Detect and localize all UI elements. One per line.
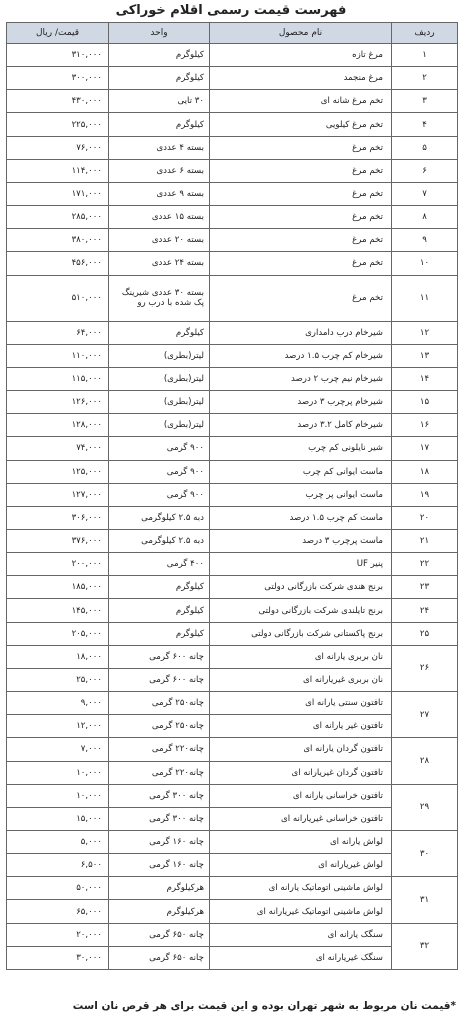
row-number: ۲۹ bbox=[392, 784, 458, 830]
row-number: ۵ bbox=[392, 136, 458, 159]
row-number: ۲۱ bbox=[392, 529, 458, 552]
row-number: ۱۹ bbox=[392, 483, 458, 506]
row-number: ۲۶ bbox=[392, 645, 458, 691]
product-name: تافتون غیر یارانه ای bbox=[210, 715, 392, 738]
price: ۳۰۶,۰۰۰ bbox=[7, 506, 109, 529]
row-number: ۱۱ bbox=[392, 275, 458, 321]
product-name: ماست کم چرب ۱.۵ درصد bbox=[210, 506, 392, 529]
table-row bbox=[7, 321, 458, 344]
page-title: فهرست قیمت رسمی اقلام خوراکی bbox=[115, 3, 347, 18]
price: ۱۸,۰۰۰ bbox=[7, 645, 109, 668]
table-row bbox=[7, 90, 458, 113]
row-number: ۱۶ bbox=[392, 414, 458, 437]
unit: کیلوگرم bbox=[109, 599, 210, 622]
price: ۷۶,۰۰۰ bbox=[7, 136, 109, 159]
table-row bbox=[7, 113, 458, 136]
unit: چانه۲۵۰ گرمی bbox=[109, 692, 210, 715]
product-name: مرغ منجمد bbox=[210, 67, 392, 90]
price: ۱۱۵,۰۰۰ bbox=[7, 367, 109, 390]
header-unit: واحد bbox=[109, 23, 210, 44]
table-row bbox=[7, 553, 458, 576]
unit: کیلوگرم bbox=[109, 576, 210, 599]
table-row bbox=[7, 761, 458, 784]
product-name: شیرخام نیم چرب ۲ درصد bbox=[210, 367, 392, 390]
price: ۱۸۵,۰۰۰ bbox=[7, 576, 109, 599]
price: ۱۱۰,۰۰۰ bbox=[7, 344, 109, 367]
table-row bbox=[7, 136, 458, 159]
product-name: تخم مرغ bbox=[210, 275, 392, 321]
product-name: تافتون خراسانی غیریارانه ای bbox=[210, 807, 392, 830]
unit: کیلوگرم bbox=[109, 321, 210, 344]
product-name: لواش ماشینی اتوماتیک غیریارانه ای bbox=[210, 900, 392, 923]
header-product-name: نام محصول bbox=[210, 23, 392, 44]
table-row bbox=[7, 645, 458, 668]
table-row bbox=[7, 784, 458, 807]
product-name: لواش ماشینی اتوماتیک یارانه ای bbox=[210, 877, 392, 900]
row-number: ۱۲ bbox=[392, 321, 458, 344]
product-name: شیر نایلونی کم چرب bbox=[210, 437, 392, 460]
row-number: ۳ bbox=[392, 90, 458, 113]
product-name: سنگک یارانه ای bbox=[210, 923, 392, 946]
unit: لیتر(بطری) bbox=[109, 391, 210, 414]
price: ۵,۰۰۰ bbox=[7, 831, 109, 854]
price: ۳۱۰,۰۰۰ bbox=[7, 44, 109, 67]
price: ۵۱۰,۰۰۰ bbox=[7, 275, 109, 321]
table-row bbox=[7, 831, 458, 854]
unit: چانه ۶۰۰ گرمی bbox=[109, 668, 210, 691]
table-row bbox=[7, 668, 458, 691]
row-number: ۷ bbox=[392, 182, 458, 205]
price: ۲۸۵,۰۰۰ bbox=[7, 206, 109, 229]
product-name: سنگک غیریارانه ای bbox=[210, 946, 392, 969]
unit: لیتر(بطری) bbox=[109, 344, 210, 367]
table-row bbox=[7, 576, 458, 599]
product-name: تخم مرغ bbox=[210, 206, 392, 229]
table-row bbox=[7, 529, 458, 552]
row-number: ۲۸ bbox=[392, 738, 458, 784]
price: ۳۸۰,۰۰۰ bbox=[7, 229, 109, 252]
row-number: ۲۳ bbox=[392, 576, 458, 599]
unit: چانه۲۲۰ گرمی bbox=[109, 761, 210, 784]
product-name: تخم مرغ bbox=[210, 252, 392, 275]
row-number: ۲۷ bbox=[392, 692, 458, 738]
price: ۲۰۵,۰۰۰ bbox=[7, 622, 109, 645]
product-name: ماست ایوانی کم چرب bbox=[210, 460, 392, 483]
price: ۲۰۰,۰۰۰ bbox=[7, 553, 109, 576]
product-name: ماست ایوانی پر چرب bbox=[210, 483, 392, 506]
unit: لیتر(بطری) bbox=[109, 414, 210, 437]
price: ۲۰,۰۰۰ bbox=[7, 923, 109, 946]
product-name: تخم مرغ کیلویی bbox=[210, 113, 392, 136]
product-name: تخم مرغ bbox=[210, 159, 392, 182]
price: ۴۵۶,۰۰۰ bbox=[7, 252, 109, 275]
unit: چانه ۶۰۰ گرمی bbox=[109, 645, 210, 668]
table-row bbox=[7, 692, 458, 715]
unit: ۳۰ تایی bbox=[109, 90, 210, 113]
product-name: برنج تایلندی شرکت بازرگانی دولتی bbox=[210, 599, 392, 622]
row-number: ۴ bbox=[392, 113, 458, 136]
table-row bbox=[7, 252, 458, 275]
product-name: تخم مرغ bbox=[210, 229, 392, 252]
row-number: ۲۰ bbox=[392, 506, 458, 529]
unit: کیلوگرم bbox=[109, 67, 210, 90]
unit: کیلوگرم bbox=[109, 44, 210, 67]
unit: بسته ۲۰ عددی bbox=[109, 229, 210, 252]
price: ۱۵,۰۰۰ bbox=[7, 807, 109, 830]
table-row bbox=[7, 367, 458, 390]
price: ۱۰,۰۰۰ bbox=[7, 784, 109, 807]
price: ۴۳۰,۰۰۰ bbox=[7, 90, 109, 113]
price: ۱۷۱,۰۰۰ bbox=[7, 182, 109, 205]
row-number: ۳۱ bbox=[392, 877, 458, 923]
price: ۶۴,۰۰۰ bbox=[7, 321, 109, 344]
table-row bbox=[7, 437, 458, 460]
price: ۵۰,۰۰۰ bbox=[7, 877, 109, 900]
unit: بسته ۳۰ عددی شیرینگ پک شده با درب رو bbox=[109, 275, 210, 321]
unit: چانه ۱۶۰ گرمی bbox=[109, 831, 210, 854]
product-name: شیرخام کم چرب ۱.۵ درصد bbox=[210, 344, 392, 367]
row-number: ۲۵ bbox=[392, 622, 458, 645]
row-number: ۸ bbox=[392, 206, 458, 229]
product-name: پنیر UF bbox=[210, 553, 392, 576]
price: ۱۱۴,۰۰۰ bbox=[7, 159, 109, 182]
unit: کیلوگرم bbox=[109, 113, 210, 136]
price: ۳۰۰,۰۰۰ bbox=[7, 67, 109, 90]
product-name: مرغ تازه bbox=[210, 44, 392, 67]
unit: چانه ۱۶۰ گرمی bbox=[109, 854, 210, 877]
footnote: *قیمت نان مربوط به شهر تهران بوده و این قیمت برای هر قرص نان است bbox=[72, 1000, 456, 1012]
row-number: ۱ bbox=[392, 44, 458, 67]
table-header-row bbox=[7, 23, 458, 44]
row-number: ۱۳ bbox=[392, 344, 458, 367]
table-row bbox=[7, 159, 458, 182]
unit: لیتر(بطری) bbox=[109, 367, 210, 390]
table-row bbox=[7, 715, 458, 738]
table-row bbox=[7, 877, 458, 900]
unit: ۹۰۰ گرمی bbox=[109, 437, 210, 460]
row-number: ۳۲ bbox=[392, 923, 458, 969]
table-row bbox=[7, 622, 458, 645]
product-name: نان بربری یارانه ای bbox=[210, 645, 392, 668]
unit: ۴۰۰ گرمی bbox=[109, 553, 210, 576]
header-price: قیمت/ ریال bbox=[7, 23, 109, 44]
price: ۷۴,۰۰۰ bbox=[7, 437, 109, 460]
product-name: تافتون سنتی یارانه ای bbox=[210, 692, 392, 715]
product-name: تخم مرغ bbox=[210, 136, 392, 159]
unit: هرکیلوگرم bbox=[109, 900, 210, 923]
row-number: ۱۷ bbox=[392, 437, 458, 460]
price: ۶,۵۰۰ bbox=[7, 854, 109, 877]
row-number: ۱۸ bbox=[392, 460, 458, 483]
price: ۶۵,۰۰۰ bbox=[7, 900, 109, 923]
product-name: شیرخام درب دامداری bbox=[210, 321, 392, 344]
unit: بسته ۲۴ عددی bbox=[109, 252, 210, 275]
product-name: برنج هندی شرکت بازرگانی دولتی bbox=[210, 576, 392, 599]
unit: چانه۲۵۰ گرمی bbox=[109, 715, 210, 738]
unit: ۹۰۰ گرمی bbox=[109, 483, 210, 506]
row-number: ۳۰ bbox=[392, 831, 458, 877]
price: ۳۰,۰۰۰ bbox=[7, 946, 109, 969]
price: ۱۲۶,۰۰۰ bbox=[7, 391, 109, 414]
price: ۳۷۶,۰۰۰ bbox=[7, 529, 109, 552]
price: ۲۲۵,۰۰۰ bbox=[7, 113, 109, 136]
unit: دبه ۲.۵ کیلوگرمی bbox=[109, 529, 210, 552]
row-number: ۱۰ bbox=[392, 252, 458, 275]
table-row bbox=[7, 854, 458, 877]
table-row bbox=[7, 946, 458, 969]
product-name: تافتون گردان غیریارانه ای bbox=[210, 761, 392, 784]
unit: کیلوگرم bbox=[109, 622, 210, 645]
unit: هرکیلوگرم bbox=[109, 877, 210, 900]
product-name: ماست پرچرب ۳ درصد bbox=[210, 529, 392, 552]
unit: چانه ۳۰۰ گرمی bbox=[109, 807, 210, 830]
table-row bbox=[7, 483, 458, 506]
product-name: لواش غیریارانه ای bbox=[210, 854, 392, 877]
product-name: تخم مرغ شانه ای bbox=[210, 90, 392, 113]
price: ۲۵,۰۰۰ bbox=[7, 668, 109, 691]
table-row bbox=[7, 44, 458, 67]
table-row bbox=[7, 900, 458, 923]
product-name: نان بربری غیریارانه ای bbox=[210, 668, 392, 691]
price: ۱۲,۰۰۰ bbox=[7, 715, 109, 738]
table-row bbox=[7, 506, 458, 529]
table-row bbox=[7, 275, 458, 321]
row-number: ۲۴ bbox=[392, 599, 458, 622]
unit: دبه ۲.۵ کیلوگرمی bbox=[109, 506, 210, 529]
unit: چانه۲۲۰ گرمی bbox=[109, 738, 210, 761]
header-row-number: ردیف bbox=[392, 23, 458, 44]
price: ۱۰,۰۰۰ bbox=[7, 761, 109, 784]
row-number: ۲۲ bbox=[392, 553, 458, 576]
product-name: تافتون گردان یارانه ای bbox=[210, 738, 392, 761]
table-row bbox=[7, 807, 458, 830]
product-name: لواش یارانه ای bbox=[210, 831, 392, 854]
table-row bbox=[7, 738, 458, 761]
product-name: برنج پاکستانی شرکت بازرگانی دولتی bbox=[210, 622, 392, 645]
table-body bbox=[7, 44, 458, 970]
table-row bbox=[7, 67, 458, 90]
unit: چانه ۶۵۰ گرمی bbox=[109, 946, 210, 969]
table-row bbox=[7, 460, 458, 483]
unit: بسته ۶ عددی bbox=[109, 159, 210, 182]
table-row bbox=[7, 229, 458, 252]
unit: ۹۰۰ گرمی bbox=[109, 460, 210, 483]
unit: بسته ۴ عددی bbox=[109, 136, 210, 159]
table-row bbox=[7, 923, 458, 946]
price: ۱۲۸,۰۰۰ bbox=[7, 414, 109, 437]
product-name: تخم مرغ bbox=[210, 182, 392, 205]
product-name: تافتون خراسانی یارانه ای bbox=[210, 784, 392, 807]
price: ۷,۰۰۰ bbox=[7, 738, 109, 761]
table-row bbox=[7, 414, 458, 437]
table-row bbox=[7, 391, 458, 414]
table-row bbox=[7, 599, 458, 622]
row-number: ۱۴ bbox=[392, 367, 458, 390]
product-name: شیرخام کامل ۳.۲ درصد bbox=[210, 414, 392, 437]
table-row bbox=[7, 182, 458, 205]
price: ۱۴۵,۰۰۰ bbox=[7, 599, 109, 622]
price: ۱۲۵,۰۰۰ bbox=[7, 460, 109, 483]
table-row bbox=[7, 206, 458, 229]
unit: چانه ۶۵۰ گرمی bbox=[109, 923, 210, 946]
unit: چانه ۳۰۰ گرمی bbox=[109, 784, 210, 807]
price-table bbox=[6, 22, 458, 970]
unit: بسته ۹ عددی bbox=[109, 182, 210, 205]
price: ۱۲۷,۰۰۰ bbox=[7, 483, 109, 506]
row-number: ۹ bbox=[392, 229, 458, 252]
row-number: ۲ bbox=[392, 67, 458, 90]
row-number: ۱۵ bbox=[392, 391, 458, 414]
unit: بسته ۱۵ عددی bbox=[109, 206, 210, 229]
product-name: شیرخام پرچرب ۳ درصد bbox=[210, 391, 392, 414]
table-row bbox=[7, 344, 458, 367]
row-number: ۶ bbox=[392, 159, 458, 182]
price: ۹,۰۰۰ bbox=[7, 692, 109, 715]
